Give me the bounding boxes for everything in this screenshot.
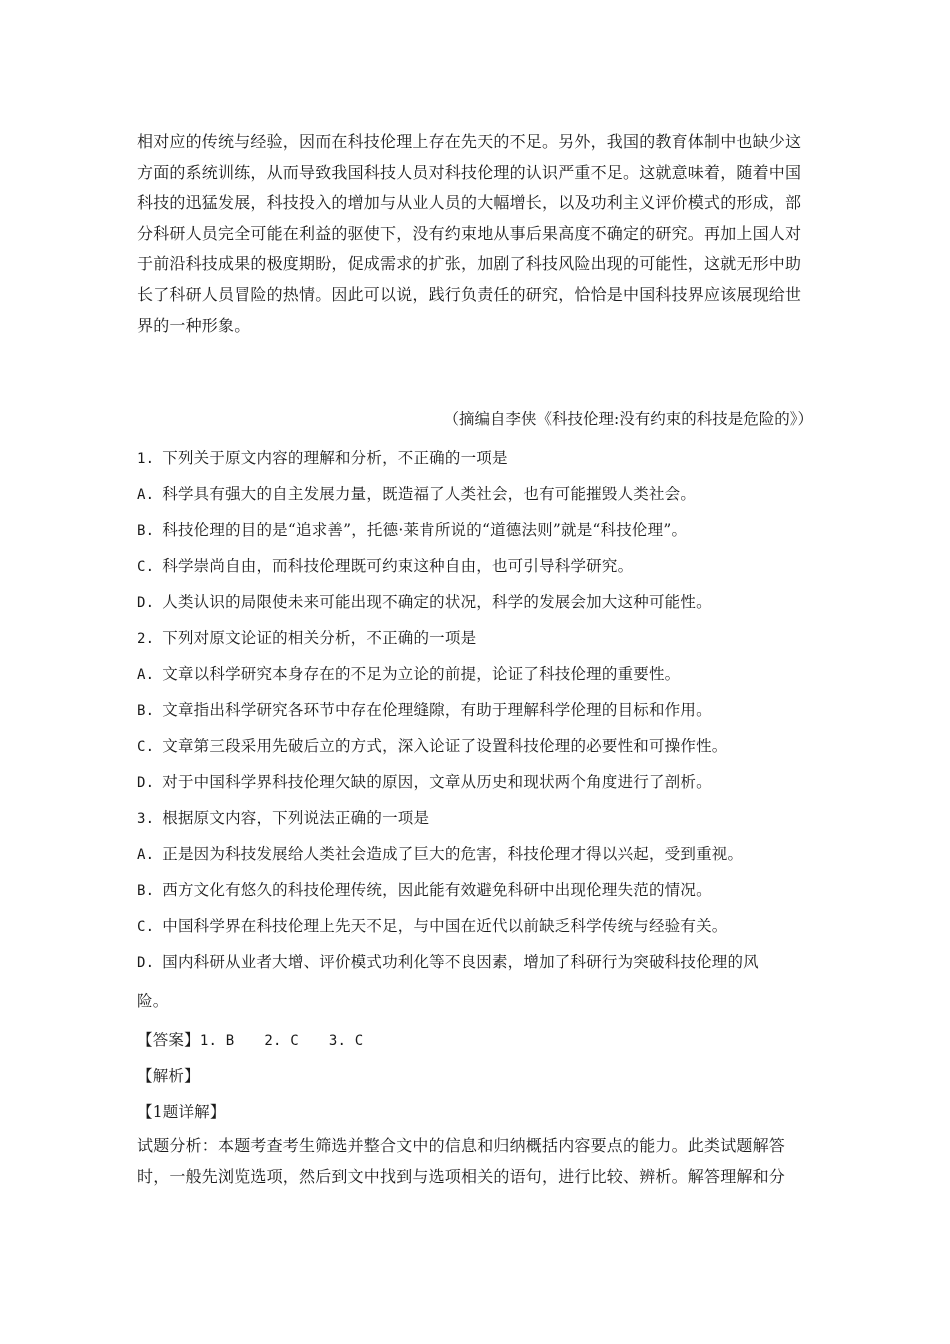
question-3-option-b [137, 878, 827, 900]
passage-paragraph: 相对应的传统与经验，因而在科技伦理上存在先天的不足。另外，我国的教育体制中也缺少这方面的系统训练，从而导致我国科技人员对科技伦理的认识严重不足。这就意味着，随着中国科技的迅猛发展，科技投入的增加与从业人员的大幅增长，以及功利主义评价模式的形成，部分科研人员完全可能在利益的驱使下，没有约束地从事后果高度不确定的研究。再加上国人对于前沿科技成果的极度期盼，促成需求的扩张，加剧了科技风险出现的可能性，这就无形中助长了科研人员冒险的热情。因此可以说，践行负责任的研究，恰恰是中国科技界应该展现给世界的一种形象。 [137, 132, 802, 335]
question-number: 3. [137, 811, 155, 827]
option-letter: C. [137, 739, 155, 755]
question-1-stem [137, 446, 827, 468]
option-text: 对于中国科学界科技伦理欠缺的原因，文章从历史和现状两个角度进行了剖析。 [162, 773, 712, 791]
question-2-option-b [137, 698, 827, 720]
question-2-option-a [137, 662, 827, 684]
question-1-option-c [137, 554, 827, 576]
answer-item: 1. B [199, 1033, 235, 1049]
option-letter: A. [137, 847, 155, 863]
question-number: 1. [137, 451, 155, 467]
option-text: 中国科学界在科技伦理上先天不足，与中国在近代以前缺乏科学传统与经验有关。 [162, 917, 728, 935]
option-text: 正是因为科技发展给人类社会造成了巨大的危害，科技伦理才得以兴起，受到重视。 [162, 845, 744, 863]
answer-label: 【答案】 [137, 1031, 200, 1049]
option-letter: D. [137, 595, 155, 611]
detail-paragraph: 试题分析：本题考查考生筛选并整合文中的信息和归纳概括内容要点的能力。此类试题解答时，一般先浏览选项，然后到文中找到与选项相关的语句，进行比较、辨析。解答理解和分 [137, 1136, 786, 1186]
option-letter: D. [137, 955, 155, 971]
option-text: 西方文化有悠久的科技伦理传统，因此能有效避免科研中出现伦理失范的情况。 [162, 881, 712, 899]
option-letter: B. [137, 523, 155, 539]
option-text: 科学具有强大的自主发展力量，既造福了人类社会，也有可能摧毁人类社会。 [162, 485, 697, 503]
question-text: 根据原文内容，下列说法正确的一项是 [162, 809, 430, 827]
question-1-option-a [137, 482, 827, 504]
option-letter: D. [137, 775, 155, 791]
question-text: 下列关于原文内容的理解和分析，不正确的一项是 [162, 449, 508, 467]
option-text: 文章指出科学研究各环节中存在伦理缝隙，有助于理解科学伦理的目标和作用。 [162, 701, 712, 719]
option-letter: B. [137, 703, 155, 719]
option-letter: C. [137, 919, 155, 935]
option-text: 科学崇尚自由，而科技伦理既可约束这种自由，也可引导科学研究。 [162, 557, 634, 575]
question-3-option-a [137, 842, 827, 864]
option-letter: C. [137, 559, 155, 575]
option-text: 文章第三段采用先破后立的方式，深入论证了设置科技伦理的必要性和可操作性。 [162, 737, 728, 755]
question-3-option-c [137, 914, 827, 936]
option-text: 文章以科学研究本身存在的不足为立论的前提，论证了科技伦理的重要性。 [162, 665, 681, 683]
answer-item: 2. C [264, 1033, 299, 1049]
option-text: 国内科研从业者大增、评价模式功利化等不良因素，增加了科研行为突破科技伦理的风 [162, 953, 759, 971]
question-2-option-d [137, 770, 827, 792]
passage-source: （摘编自李侠《科技伦理:没有约束的科技是危险的》） [443, 410, 813, 428]
option-text: 科技伦理的目的是“追求善”，托德·莱肯所说的“道德法则”就是“科技伦理”。 [162, 521, 688, 539]
answer-item: 3. C [328, 1033, 364, 1049]
question-1-option-b [137, 518, 827, 540]
question-text: 下列对原文论证的相关分析，不正确的一项是 [162, 629, 477, 647]
detail-label: 【1题详解】 [137, 1103, 226, 1121]
option-letter: A. [137, 667, 155, 683]
question-3-option-d [137, 950, 827, 972]
question-3-option-d-continuation: 险。 [137, 992, 169, 1010]
option-letter: B. [137, 883, 155, 899]
question-3-stem [137, 806, 827, 828]
question-number: 2. [137, 631, 155, 647]
answer-line [137, 1028, 827, 1050]
analysis-label: 【解析】 [137, 1067, 200, 1085]
question-1-option-d [137, 590, 827, 612]
option-text: 人类认识的局限使未来可能出现不确定的状况，科学的发展会加大这种可能性。 [162, 593, 712, 611]
question-2-option-c [137, 734, 827, 756]
question-2-stem [137, 626, 827, 648]
option-letter: A. [137, 487, 155, 503]
